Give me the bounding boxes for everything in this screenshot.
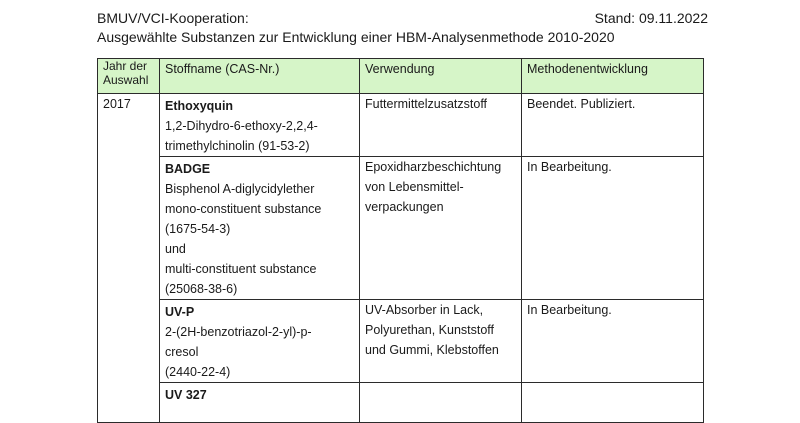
use-text: von Lebensmittel-: [365, 180, 464, 194]
substance-cell: [160, 94, 360, 157]
table-row: [98, 157, 704, 300]
method-cell: [522, 383, 704, 423]
table-row: [98, 383, 704, 423]
method-cell: In Bearbeitung.: [522, 300, 704, 383]
header-cooperation: BMUV/VCI-Kooperation:: [97, 10, 249, 26]
substance-name: BADGE: [165, 162, 211, 176]
use-text: UV-Absorber in Lack,: [365, 303, 484, 317]
table-header-row: [98, 59, 704, 94]
use-text: Epoxidharzbeschichtung: [365, 160, 502, 174]
document-header: [97, 9, 615, 47]
substance-detail: und: [165, 242, 186, 256]
substance-detail: multi-constituent substance: [165, 262, 317, 276]
substance-detail: Bisphenol A-diglycidylether: [165, 182, 315, 196]
use-cell: [360, 383, 522, 423]
col-header-use: Verwendung: [360, 59, 522, 94]
substance-detail: (25068-38-6): [165, 282, 238, 296]
substance-name: UV 327: [165, 388, 207, 402]
col-header-year: Jahr der Auswahl: [98, 59, 160, 94]
table-row: [98, 94, 704, 157]
year-cell: 2017: [98, 94, 160, 423]
method-cell: In Bearbeitung.: [522, 157, 704, 300]
substance-detail: cresol: [165, 345, 199, 359]
substance-cell: [160, 383, 360, 423]
substance-detail: (2440-22-4): [165, 365, 231, 379]
substance-detail: (1675-54-3): [165, 222, 231, 236]
use-cell: [360, 157, 522, 300]
col-header-substance: Stoffname (CAS-Nr.): [160, 59, 360, 94]
use-text: verpackungen: [365, 200, 444, 214]
use-text: und Gummi, Klebstoffen: [365, 343, 499, 357]
col-header-method: Methodenentwicklung: [522, 59, 704, 94]
use-text: Futtermittelzusatzstoff: [365, 97, 488, 111]
use-cell: [360, 300, 522, 383]
substance-table: [97, 58, 704, 423]
substance-cell: [160, 157, 360, 300]
method-cell: Beendet. Publiziert.: [522, 94, 704, 157]
header-date: Stand: 09.11.2022: [594, 10, 708, 26]
use-cell: [360, 94, 522, 157]
header-subtitle: Ausgewählte Substanzen zur Entwicklung einer HBM-Analysenmethode 2010-2020: [97, 29, 615, 45]
substance-cell: [160, 300, 360, 383]
substance-detail: mono-constituent substance: [165, 202, 322, 216]
substance-detail: trimethylchinolin (91-53-2): [165, 139, 310, 153]
substance-detail: 1,2-Dihydro-6-ethoxy-2,2,4-: [165, 119, 318, 133]
substance-detail: 2-(2H-benzotriazol-2-yl)-p-: [165, 325, 312, 339]
table-row: [98, 300, 704, 383]
substance-name: UV-P: [165, 305, 195, 319]
use-text: Polyurethan, Kunststoff: [365, 323, 495, 337]
substance-name: Ethoxyquin: [165, 99, 234, 113]
